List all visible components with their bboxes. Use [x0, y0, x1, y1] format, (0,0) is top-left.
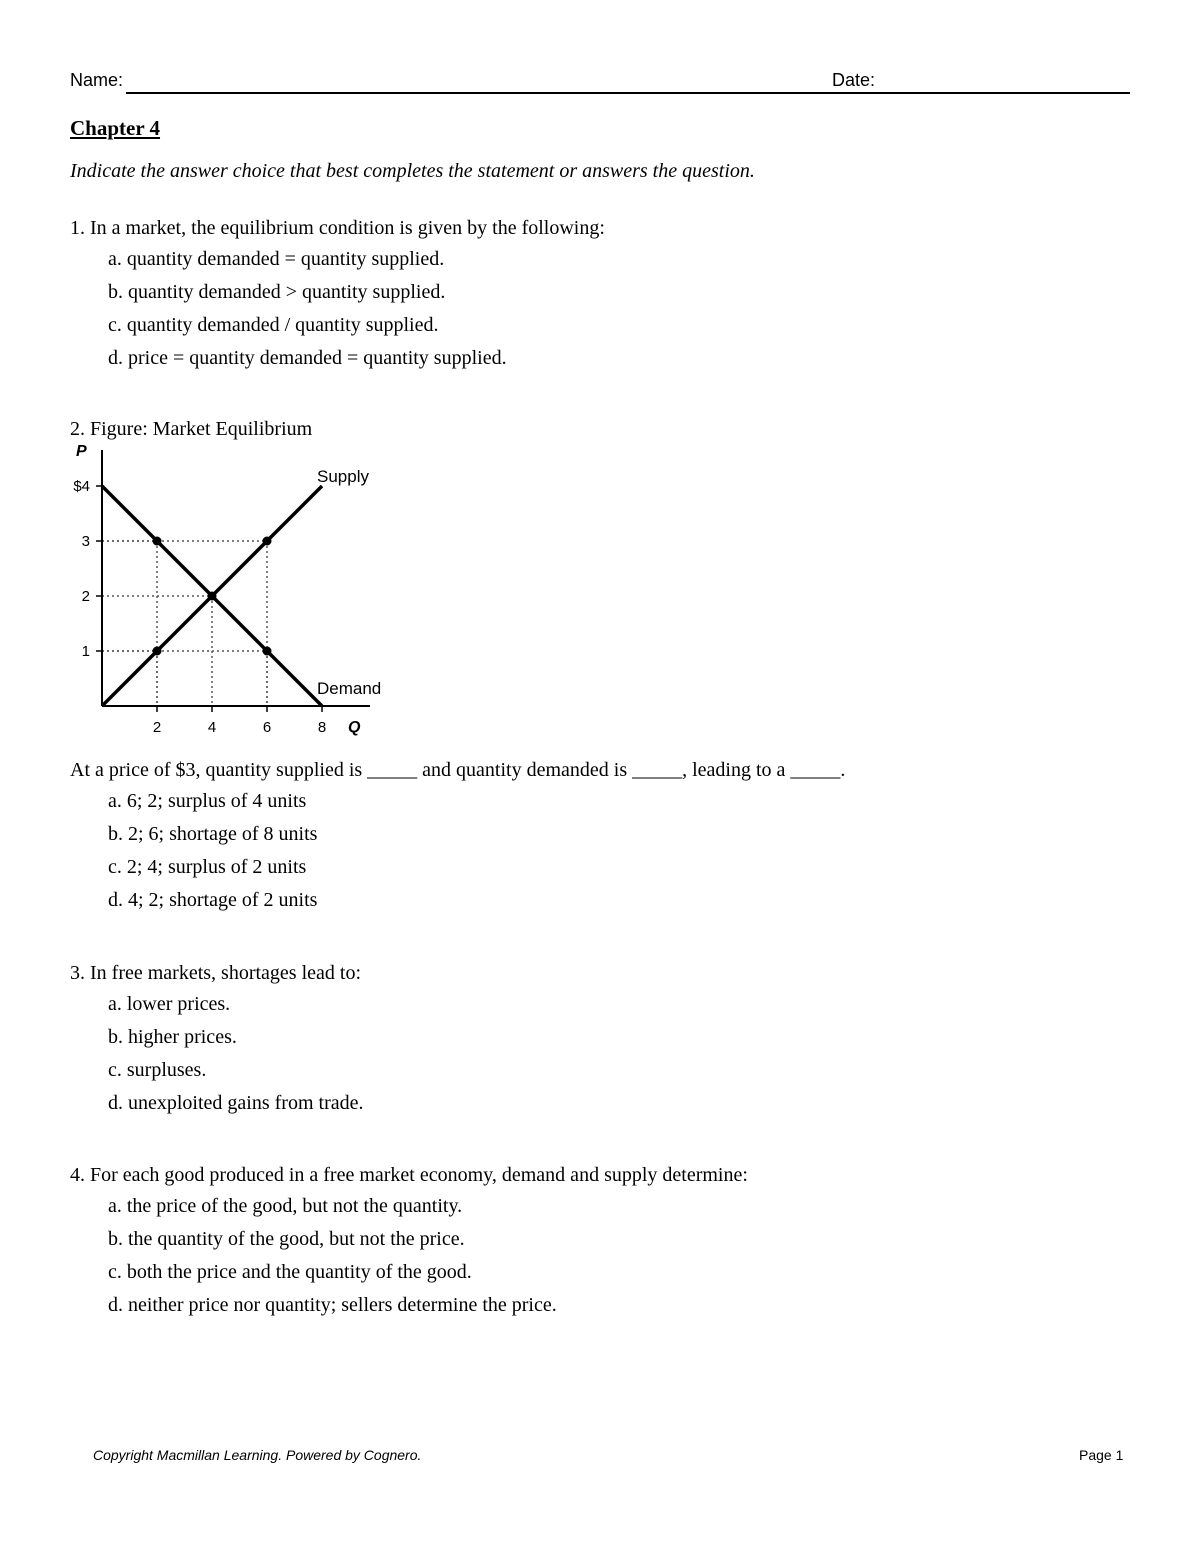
date-field-line[interactable]	[880, 92, 1130, 94]
supply-label: Supply	[317, 467, 369, 486]
question-stem: At a price of $3, quantity supplied is _____ and quantity demanded is _____, leading to a _____.	[70, 759, 846, 781]
question-stem: 1. In a market, the equilibrium condition is given by the following:	[70, 217, 605, 239]
data-point	[263, 537, 272, 546]
y-tick-label: 2	[81, 588, 90, 605]
answer-option-b[interactable]: b. 2; 6; shortage of 8 units	[108, 823, 318, 845]
y-tick-label: 3	[81, 533, 90, 550]
demand-label: Demand	[317, 679, 382, 698]
answer-option-b[interactable]: b. the quantity of the good, but not the price.	[108, 1228, 465, 1250]
answer-option-d[interactable]: d. neither price nor quantity; sellers determine the price.	[108, 1294, 557, 1316]
question-1	[70, 213, 605, 375]
answer-option-d[interactable]: d. unexploited gains from trade.	[108, 1092, 364, 1114]
y-tick-label: 1	[81, 643, 90, 660]
name-label: Name:	[70, 70, 124, 90]
figure-title: 2. Figure: Market Equilibrium	[70, 418, 313, 440]
answer-option-c[interactable]: c. both the price and the quantity of the good.	[108, 1261, 472, 1283]
name-field-line[interactable]	[126, 92, 896, 94]
y-tick-label: $4	[73, 478, 90, 495]
y-axis-label: P	[76, 443, 87, 460]
answer-option-b[interactable]: b. higher prices.	[108, 1026, 237, 1048]
chapter-title: Chapter 4	[70, 116, 161, 140]
question-2	[70, 755, 845, 917]
answer-option-d[interactable]: d. price = quantity demanded = quantity supplied.	[108, 347, 507, 369]
data-point	[263, 647, 272, 656]
question-4	[70, 1160, 748, 1322]
question-3	[70, 958, 364, 1120]
market-equilibrium-figure	[60, 440, 400, 740]
date-label: Date:	[832, 70, 876, 90]
copyright-footer: Copyright Macmillan Learning. Powered by Cognero.	[93, 1447, 422, 1463]
answer-option-c[interactable]: c. quantity demanded / quantity supplied.	[108, 314, 439, 336]
answer-option-b[interactable]: b. quantity demanded > quantity supplied.	[108, 281, 446, 303]
answer-option-d[interactable]: d. 4; 2; shortage of 2 units	[108, 889, 318, 911]
question-stem: 4. For each good produced in a free market economy, demand and supply determine:	[70, 1164, 748, 1186]
x-tick-label: 4	[207, 719, 217, 736]
answer-option-a[interactable]: a. quantity demanded = quantity supplied.	[108, 248, 445, 270]
data-point	[153, 537, 162, 546]
x-tick-label: 2	[152, 719, 162, 736]
answer-option-a[interactable]: a. 6; 2; surplus of 4 units	[108, 790, 307, 812]
data-point	[208, 592, 217, 601]
data-point	[153, 647, 162, 656]
market-equilibrium-chart	[60, 440, 400, 740]
answer-option-c[interactable]: c. 2; 4; surplus of 2 units	[108, 856, 307, 878]
page-number: Page 1	[1079, 1447, 1124, 1463]
answer-option-a[interactable]: a. the price of the good, but not the quantity.	[108, 1195, 463, 1217]
x-axis-label: Q	[348, 719, 361, 736]
answer-option-c[interactable]: c. surpluses.	[108, 1059, 207, 1081]
x-tick-label: 8	[317, 719, 327, 736]
header	[70, 70, 1130, 96]
instructions: Indicate the answer choice that best completes the statement or answers the question.	[70, 160, 755, 182]
x-tick-label: 6	[262, 719, 272, 736]
answer-option-a[interactable]: a. lower prices.	[108, 993, 231, 1015]
question-stem: 3. In free markets, shortages lead to:	[70, 962, 362, 984]
